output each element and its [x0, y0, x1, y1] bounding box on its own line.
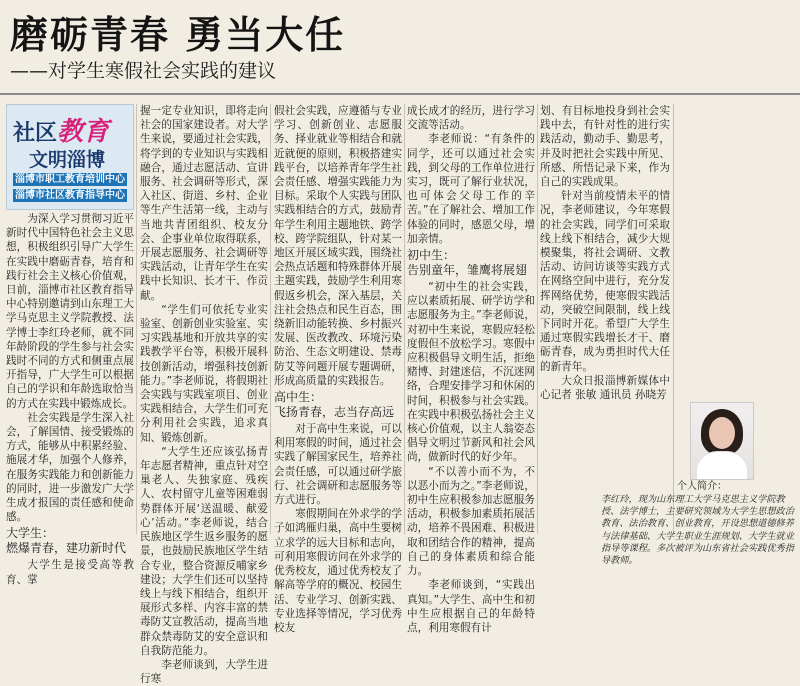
paragraph: 李老师谈到，“实践出真知。”大学生、高中生和初中生应根据自己的年龄特点，利用寒假有计 [407, 579, 535, 634]
article-column-4 [407, 104, 535, 635]
paragraph: 握一定专业知识，即将走向社会的国家建设者。对大学生来说，要通过社会实践，将学到的专业知识与实践相融合，通过志愿活动、宣讲服务、社会调研等形式，深入社区、街道、乡村、企业等生产生活第一线，主动与当地共青团组织、校友分会、企事业单位取得联系，开展志愿服务、社会调研等实践活动，让青年学生在实践中长知识、长才干、作贡献。 [140, 105, 268, 302]
paragraph: “初中生的社会实践，应以素质拓展、研学访学和志愿服务为主。”李老师说，对初中生来说，寒假应轻松度假但不放松学习。寒假中应积极倡导文明生活，拒绝赌博、封建迷信，不沉迷网络，合理安排学习和休闲的时间，积极参与社会实践。在实践中积极弘扬社会主义核心价值观，以主人翁姿态倡导文明过节新风和社会风尚，做新时代的好少年。 [407, 281, 535, 464]
byline: 大众日报淄博新媒体中心记者 张敏 通讯员 孙晓芳 [540, 374, 670, 402]
profile-label: 个人简介： [677, 481, 727, 492]
logo-band: 淄博市社区教育指导中心 [15, 190, 125, 201]
column-divider [136, 104, 137, 534]
paragraph: 划、有目标地投身到社会实践中去，有针对性的进行实践活动，勤动手、勤思考，并及时把社会实践中所见、所感、所悟记录下来，作为自己的实践成果。 [540, 105, 670, 189]
heading-label: 高中生： [274, 390, 323, 405]
paragraph: 对于高中生来说，可以利用寒假的时间，通过社会实践了解国家民生，培养社会责任感，可以通过研学旅行、社会调研和志愿服务等方式进行。 [274, 423, 402, 507]
paragraph: “不以善小而不为，不以恶小而为之。”李老师说，初中生应积极参加志愿服务活动，积极参加素质拓展活动，培养不畏困难、积极进取和团结合作的精神，提高自己的身体素质和综合能力。 [407, 465, 535, 578]
logo-line1 [13, 111, 109, 148]
paragraph: “学生们可依托专业实验室、创新创业实验室、实习实践基地和开放共享的实践教学平台等，积极开展科技创新活动，增强科技创新能力。”李老师说，将假期社会实践与实践室项目、创业实践相结合，大学生们可充分利用社会实践，追求真知、锻炼创新。 [140, 303, 268, 444]
section-heading [6, 526, 134, 556]
header-rule [0, 93, 800, 95]
article-column-5 [540, 104, 670, 402]
paragraph: 为深入学习贯彻习近平新时代中国特色社会主义思想，积极组织引导广大学生在实践中磨砺青春，培育和践行社会主义核心价值观，日前，淄博市社区教育指导中心特别邀请到山东理工大学马克思主义学院教授、法学博士李红玲老师，就不同年龄阶段的学生参与社会实践时不同的方式和侧重点展开指导，广大学生可以根据自己的学识和年龄选取恰当的方式在实践中锻炼成长。 [6, 213, 134, 410]
author-portrait [690, 402, 754, 480]
heading-text: 燃爆青春，建功新时代 [6, 541, 127, 556]
paragraph: 李老师谈到，大学生进行寒 [140, 658, 268, 686]
heading-text: 告别童年，雏鹰将展翅 [407, 263, 528, 278]
community-education-logo [6, 104, 134, 210]
author-profile: 李红玲，现为山东理工大学马克思主义学院教授、法学博士，主要研究领域为大学生思想政治教育、法治教育、创业教育，开设思想道德修养与法律基础、大学生职业生涯规划、大学生就业指导等课程。多次被评为山东省社会实践优秀指导教师。 [601, 494, 794, 567]
paragraph: “大学生还应该弘扬青年志愿者精神，重点针对空巢老人、失独家庭、残疾人、农村留守儿童等困难弱势群体开展‘送温暖、献爱心’活动。”李老师说，结合民族地区学生返乡服务的愿景，也鼓励民族地区学生结合专业，整合资源反哺家乡建设；大学生们还可以坚持线上与线下相结合，组织开展形式多样、内容丰富的禁毒防艾宣教活动，提高当地群众禁毒防艾的安全意识和自我防范能力。 [140, 445, 268, 657]
column-divider [537, 104, 538, 534]
section-heading [274, 390, 402, 420]
column-divider [404, 104, 405, 534]
paragraph: 针对当前疫情未平的情况，李老师建议，今年寒假的社会实践，同学们可采取线上线下相结合，减少大规模聚集，将社会调研、文教活动、访问访谈等实践方式在网络空间中进行，充分发挥网络优势，使寒假实践活动，突破空间限制，线上线下同时开花。希望广大学生通过寒假实践增长才干、磨砺青春，成为勇担时代大任的新青年。 [540, 190, 670, 373]
heading-label: 大学生： [6, 526, 55, 541]
logo-line2: 文明淄博 [29, 149, 106, 171]
article-column-1 [6, 212, 134, 587]
subheadline: ——对学生寒假社会实践的建议 [10, 60, 277, 82]
paragraph: 假社会实践，应遵循与专业学习、创新创业、志愿服务、择业就业等相结合和就近就便的原则，积极搭建实践平台，以培养青年学生社会责任感、增强实践能力为目标。采取个人实践与团队实践相结合的方式，鼓励青年学生利用主题地铁、跨学校、跨学院组队，针对某一地区开展区域实践，围绕社会热点话题和特殊群体开展主题实践，鼓励学生利用寒假返乡机会，深入基层，关注社会热点和民生百态，围绕新旧动能转换、乡村振兴发展、医改教改、环境污染防治、生态文明建设、禁毒防艾等问题开展专题调研，形成高质量的实践报告。 [274, 105, 402, 387]
paragraph: 大学生是接受高等教育、掌 [6, 559, 134, 586]
portrait-body [697, 451, 747, 480]
profile-label-block [677, 480, 795, 493]
column-divider [270, 104, 271, 534]
paragraph: 寒假期间在外求学的学子如鸿雁归巢，高中生要树立求学的远大目标和志向，可利用寒假访问在外求学的优秀校友，通过优秀校友了解高等学府的概况、校园生活、专业学习、创新实践、专业选择等情况，学习优秀校友 [274, 508, 402, 634]
heading-text: 飞扬青春，志当存高远 [274, 405, 395, 420]
article-column-2 [140, 104, 268, 686]
logo-emphasis: 教育 [57, 117, 110, 147]
headline: 磨砺青春 勇当大任 [10, 13, 346, 57]
logo-text: 社区 [13, 121, 58, 146]
logo-band: 淄博市职工教育培训中心 [15, 174, 125, 185]
paragraph: 成长成才的经历，进行学习交流等活动。 [407, 105, 535, 132]
portrait-face [709, 417, 735, 449]
article-column-3 [274, 104, 402, 635]
paragraph: 李老师说：“有条件的同学，还可以通过社会实践，到父母的工作单位进行实习，既可了解行业状况，也可体会父母工作的辛苦。”在了解社会、增加工作体验的同时，感恩父母，增加亲情。 [407, 133, 535, 245]
heading-label: 初中生： [407, 248, 456, 263]
column-divider [673, 104, 674, 534]
section-heading [407, 248, 535, 278]
paragraph: 社会实践是学生深入社会，了解国情、接受锻炼的方式，能够从中积累经验、施展才华，加强个人修养，在服务实践能力和创新能力的同时，进一步激发广大学生成才报国的责任感和使命感。 [6, 411, 134, 524]
